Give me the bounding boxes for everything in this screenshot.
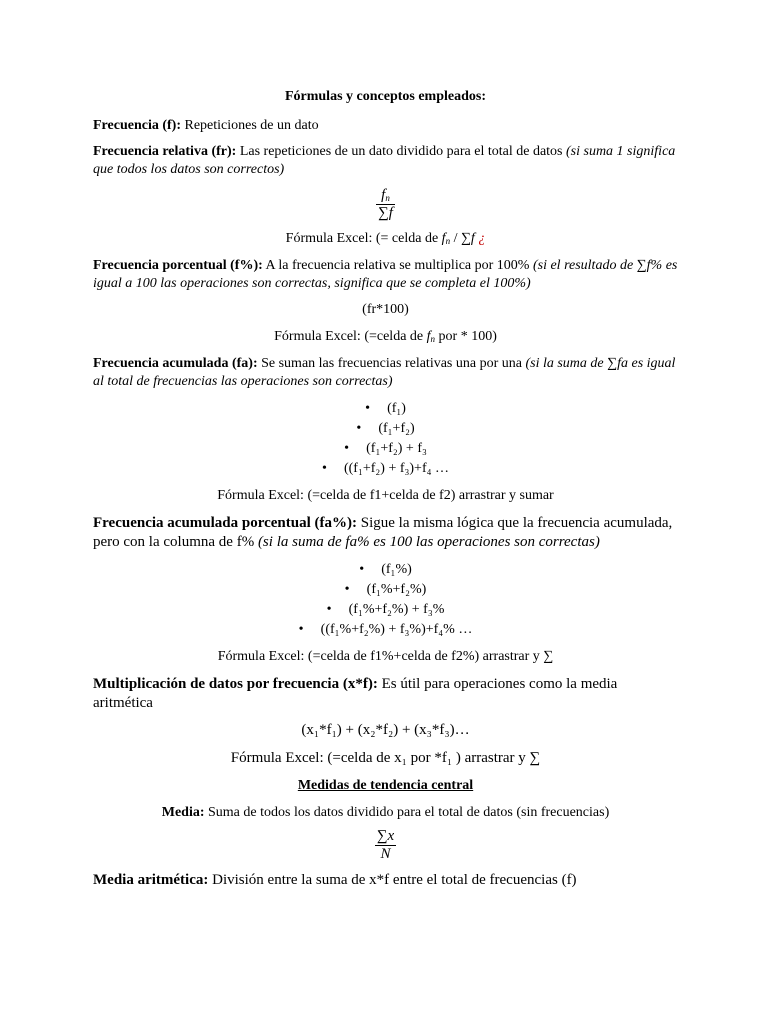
list-item: • (f₁%+f₂%) <box>344 582 427 597</box>
acumulada-porcentual-note: (si la suma de fa% es 100 las operaciones son correctas) <box>257 534 600 550</box>
porcentual-formula: (fr*100) <box>362 302 409 317</box>
acumulada-porcentual-excel-formula: Fórmula Excel: (=celda de f1%+celda de f2%) arrastrar y ∑ <box>217 649 554 664</box>
acumulada-porcentual-definition <box>93 514 678 552</box>
list-item: • (f₁%+f₂%) + f₃% <box>326 602 445 617</box>
list-item: • ((f₁+f₂) + f₃)+f₄ … <box>321 461 449 476</box>
porcentual-text: A la frecuencia relativa se multiplica por 100% <box>262 258 533 273</box>
media-text: Suma de todos los datos dividido para el total de datos (sin frecuencias) <box>204 805 610 820</box>
acumulada-porcentual-bullet-list <box>93 560 678 640</box>
relativa-excel-formula: Fórmula Excel: (= celda de $f_n / \sum f$ ¿ <box>285 231 486 246</box>
question-mark-glyph: ¿ <box>474 231 486 246</box>
frecuencia-text: Repeticiones de un dato <box>180 118 319 133</box>
multiplicacion-text: Es útil para operaciones como la media aritmética <box>93 676 618 711</box>
multiplicacion-definition <box>93 675 678 713</box>
tendencia-heading: Medidas de tendencia central <box>297 778 474 793</box>
relativa-frac-numerator: $f_n$ <box>376 187 395 205</box>
media-definition <box>93 804 678 822</box>
porcentual-excel-formula: Fórmula Excel: (=celda de $f_n$ por * 100) <box>274 329 497 344</box>
media-frac-denominator: N <box>380 846 391 862</box>
list-item: • (f₁) <box>365 401 406 416</box>
relativa-label: Frecuencia relativa (fr): <box>93 144 237 159</box>
frecuencia-label: Frecuencia (f): <box>93 118 181 133</box>
acumulada-excel-formula: Fórmula Excel: (=celda de f1+celda de f2) arrastrar y sumar <box>217 488 554 503</box>
media-frac-numerator: ∑x <box>376 828 395 844</box>
list-item: • (f₁+f₂) <box>356 421 415 436</box>
acumulada-definition <box>93 355 678 391</box>
media-fraction <box>93 828 678 863</box>
relativa-fraction <box>93 187 678 222</box>
document-page <box>93 84 678 898</box>
relativa-text: Las repeticiones de un dato dividido para el total de datos <box>236 144 566 159</box>
frecuencia-definition <box>93 117 678 135</box>
media-label: Media: <box>161 805 205 820</box>
acumulada-text: Se suman las frecuencias relativas una por una <box>257 356 526 371</box>
media-aritmetica-definition <box>93 871 678 890</box>
media-aritmetica-label: Media aritmética: <box>93 872 209 888</box>
relativa-note: (si suma 1 significa que todos los datos son correctos) <box>93 144 676 177</box>
media-aritmetica-text: División entre la suma de x*f entre el total de frecuencias (f) <box>208 872 577 888</box>
porcentual-label: Frecuencia porcentual (f%): <box>93 258 263 273</box>
multiplicacion-formula: (x₁*f₁) + (x₂*f₂) + (x₃*f₃)… <box>301 722 470 738</box>
acumulada-porcentual-text: Sigue la misma lógica que la frecuencia acumulada, pero con la columna de f% <box>93 515 673 550</box>
acumulada-note: (si la suma de ∑fa es igual al total de frecuencias las operaciones son correctas) <box>93 356 676 389</box>
list-item: • ((f₁%+f₂%) + f₃%)+f₄% … <box>298 622 473 637</box>
multiplicacion-label: Multiplicación de datos por frecuencia (x*f): <box>93 676 378 692</box>
porcentual-definition <box>93 257 678 293</box>
relativa-definition <box>93 143 678 179</box>
relativa-frac-denominator: ∑f <box>378 205 393 221</box>
acumulada-porcentual-label: Frecuencia acumulada porcentual (fa%): <box>93 515 358 531</box>
acumulada-label: Frecuencia acumulada (fa): <box>93 356 258 371</box>
list-item: • (f₁%) <box>359 562 412 577</box>
porcentual-note: (si el resultado de ∑f% es igual a 100 las operaciones son correctas, significa que se completa el 100%) <box>93 258 678 291</box>
page-title: Fórmulas y conceptos empleados: <box>284 89 487 104</box>
list-item: • (f₁+f₂) + f₃ <box>344 441 427 456</box>
acumulada-bullet-list <box>93 399 678 479</box>
multiplicacion-excel-formula: Fórmula Excel: (=celda de x₁ por *f₁ ) arrastrar y ∑ <box>230 750 541 766</box>
